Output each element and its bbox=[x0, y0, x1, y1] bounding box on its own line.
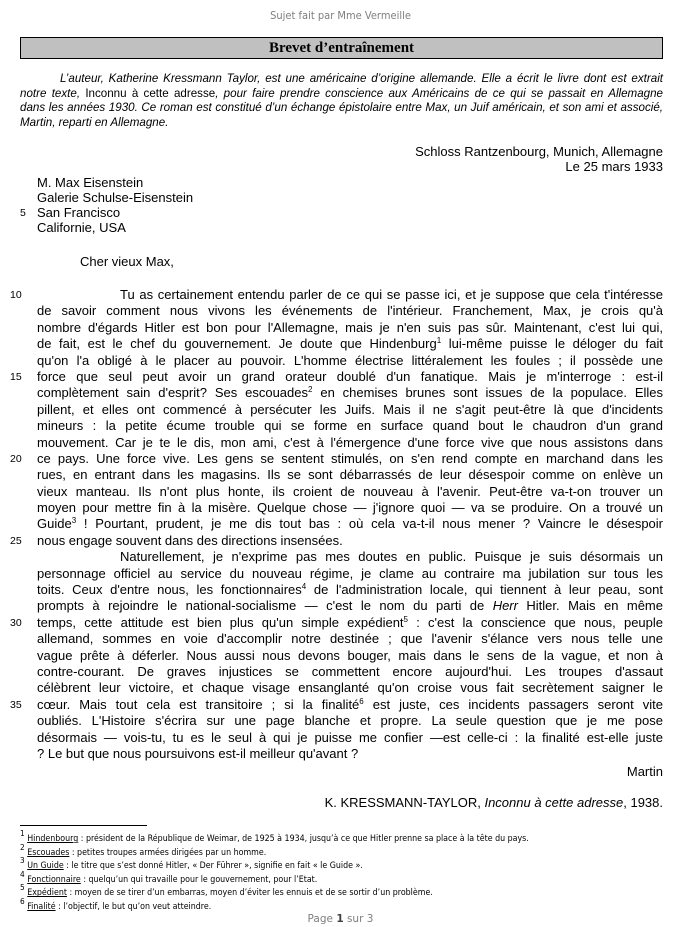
intro-line: Martin, reparti en Allemagne. bbox=[20, 115, 169, 129]
text-segment: vieux manteau. Ils n'ont plus honte, ils croient de nouveau à l'avenir. Peut-être va-t-on trouver un bbox=[37, 483, 663, 499]
text-line bbox=[20, 598, 663, 614]
intro-text: , pour faire prendre conscience aux Américains de ce qui se passait en Allemagne bbox=[215, 86, 663, 100]
text-segment: célèbrent leur victoire, et chaque visage ensanglanté qu'on croise vous fait secrètement saigner le bbox=[37, 680, 663, 696]
footnote-ref: 3 bbox=[71, 516, 77, 526]
page-total: sur 3 bbox=[343, 913, 374, 925]
text-line bbox=[20, 336, 663, 352]
text-segment: ? Le but que nous poursuivons est-il meilleur qu'avant ? bbox=[37, 745, 359, 761]
text-line bbox=[10, 450, 663, 467]
line-text bbox=[37, 533, 663, 549]
text-line bbox=[20, 746, 663, 762]
footnotes bbox=[20, 829, 573, 915]
line-text bbox=[77, 549, 663, 565]
footnote-ref: 1 bbox=[436, 336, 442, 346]
text-line bbox=[20, 402, 663, 418]
text-line bbox=[20, 648, 663, 664]
line-text bbox=[37, 648, 663, 664]
line-number: 35 bbox=[10, 698, 22, 711]
text-segment: contre-courant. De graves injustices se commettent encore aujourd'hui. Les troupes d'assaut bbox=[37, 663, 663, 679]
text-line bbox=[20, 566, 663, 582]
text-segment: allemand, sommes en voie d'accomplir notre destinée ; que l'avenir s'élance vers nous telle une bbox=[37, 631, 663, 647]
text-segment: qu'on l'a obligé à le placer au pouvoir. L'homme électrise littéralement les foules ; il possède une bbox=[37, 352, 663, 368]
text-segment: Guide bbox=[37, 516, 72, 532]
footnote-term: Escouades bbox=[27, 847, 70, 858]
text-segment: lui-même puisse le déloger du fait bbox=[441, 336, 663, 352]
text-segment: toits. Ceux d'entre nous, les fonctionnaires bbox=[37, 582, 302, 598]
footnote-term: Hindenbourg bbox=[27, 834, 79, 844]
citation-work: Inconnu à cette adresse bbox=[484, 795, 624, 810]
text-segment: rues, en entrant dans les magasins. Ils se sont débarrassés de leur désespoir comme on enlève un bbox=[37, 467, 663, 483]
footnote-term: Fonctionnaire bbox=[27, 874, 81, 885]
line-text bbox=[37, 631, 663, 647]
letter-heading bbox=[415, 144, 663, 174]
text-line bbox=[20, 435, 663, 451]
footnote-definition: : président de la République de Weimar, de 1925 à 1934, jusqu’à ce que Hitler prenne sa place à la tête du pays. bbox=[78, 834, 529, 844]
intro-line: dans les années 1930. Ce roman est constitué d’un échange épistolaire entre Max, un Juif américain, et son ami et associé, bbox=[20, 101, 663, 114]
text-segment: désormais — vois-tu, tu es le seul à qui je puisse me confier —est celle-ci : la finalité est-elle juste bbox=[37, 729, 663, 745]
footnote bbox=[20, 829, 529, 847]
line-text bbox=[37, 369, 663, 385]
text-segment: nous engage souvent dans des directions insensées. bbox=[37, 532, 343, 548]
text-line bbox=[20, 303, 663, 319]
line-text bbox=[37, 336, 663, 352]
citation-year: , 1938. bbox=[623, 795, 663, 810]
address-line: Galerie Schulse-Eisenstein bbox=[37, 190, 194, 205]
text-segment: en chemises brunes sont issues de la populace. Elles bbox=[312, 385, 663, 401]
footnote bbox=[20, 883, 529, 901]
text-segment: de l'administration locale, qui tiennent à leur peau, sont bbox=[306, 582, 663, 598]
line-text bbox=[37, 730, 663, 746]
text-segment: temps, cette attitude est bien plus qu'un simple expédient bbox=[37, 614, 404, 630]
address-line: Californie, USA bbox=[37, 220, 126, 235]
text-line bbox=[20, 418, 663, 434]
footnote-definition: : le titre que s’est donné Hitler, « Der Führer », signifie en fait « le Guide ». bbox=[63, 861, 363, 872]
text-segment: ce pays. Une force vive. Les gens se sentent stimulés, on s'en rend compte en marchand dans les bbox=[37, 450, 663, 466]
text-line bbox=[20, 385, 663, 401]
text-segment: Tu as certainement entendu parler de ce qui se passe ici, et je suppose que cela t'intéresse bbox=[120, 287, 663, 302]
line-text bbox=[37, 402, 663, 418]
text-segment: vague prête à déferler. Nous aussi nous devons bouger, mais dans le sens de la vague, et non à bbox=[37, 647, 663, 663]
text-segment: est juste, ces incidents passagers seront vite bbox=[363, 696, 663, 712]
line-number: 10 bbox=[10, 289, 22, 301]
book-title: Inconnu à cette adresse bbox=[85, 86, 216, 100]
text-line bbox=[20, 467, 663, 483]
line-text bbox=[37, 484, 663, 500]
line-text bbox=[37, 516, 663, 532]
text-segment: complètement sain d'esprit? Ses escouades bbox=[37, 385, 309, 401]
line-text bbox=[77, 287, 663, 303]
footnote bbox=[20, 869, 529, 888]
footnote-separator bbox=[20, 825, 147, 826]
text-segment: mineurs : la petite écume trouble qui se forme en surface quand bout le chaudron d'un grand bbox=[37, 418, 663, 434]
line-text bbox=[37, 598, 663, 614]
intro-line bbox=[20, 87, 663, 102]
text-segment: moyen pour mettre fin à la misère. Quelque chose — j'ignore quoi — va se produire. On a trouvé un bbox=[37, 500, 663, 516]
text-line bbox=[10, 696, 663, 713]
footnote-definition: : petites troupes armées dirigées par un homme. bbox=[69, 847, 267, 858]
line-text bbox=[37, 500, 663, 516]
text-line bbox=[20, 582, 663, 598]
text-segment: de fait, est le chef du gouvernement. Je doute que Hindenburg bbox=[37, 336, 437, 352]
greeting: Cher vieux Max, bbox=[80, 254, 174, 269]
line-text bbox=[37, 697, 663, 713]
text-line bbox=[20, 353, 663, 369]
letter-place: Schloss Rantzenbourg, Munich, Allemagne bbox=[415, 144, 663, 159]
footnote bbox=[20, 856, 529, 874]
text-segment: mouvement. Car je te le dis, mon ami, c'est à l'émergence d'une force vive que nous assistons dans bbox=[37, 434, 663, 450]
intro-paragraph bbox=[20, 72, 663, 130]
text-line bbox=[20, 664, 663, 680]
page-footer bbox=[0, 913, 681, 925]
line-number: 20 bbox=[10, 452, 22, 465]
text-line bbox=[20, 549, 663, 565]
footnote-definition: : quelqu’un qui travaille pour le gouvernement, pour l’Etat. bbox=[80, 874, 318, 885]
line-text bbox=[37, 303, 663, 319]
footnote-number: 6 bbox=[20, 896, 25, 906]
footnote-ref: 2 bbox=[308, 385, 313, 395]
letter-date: Le 25 mars 1933 bbox=[565, 159, 663, 174]
footnote-definition: : moyen de se tirer d’un embarras, moyen d’éviter les ennuis et de se sortir d’un problème. bbox=[66, 888, 433, 899]
text-segment: Hitler. Mais en même bbox=[517, 598, 663, 614]
text-segment: prompts à rejoindre le national-socialisme — c'est le nom du parti de bbox=[37, 598, 493, 614]
text-segment: cœur. Mais tout cela est transitoire ; si la finalité bbox=[37, 696, 360, 712]
document-title: Brevet d’entraînement bbox=[20, 37, 663, 59]
line-text bbox=[37, 418, 663, 434]
text-line bbox=[10, 287, 663, 303]
line-text bbox=[37, 680, 663, 696]
footnote-number: 1 bbox=[20, 829, 25, 838]
text-segment: pillent, et elles ont commencé à persécuter les Juifs. Mais il ne s'agit peut-être là que d'incidents bbox=[37, 401, 663, 417]
text-line bbox=[20, 500, 663, 516]
text-line bbox=[10, 532, 663, 549]
text-line bbox=[10, 368, 663, 385]
footnote-definition: : l’objectif, le but qu’on veut atteindre. bbox=[55, 901, 212, 912]
footnote-number: 3 bbox=[20, 856, 25, 866]
line-number: 30 bbox=[10, 616, 22, 629]
text-segment: de savoir comment nous vivons les événements de l'intérieur. Franchement, Max, je crois qu'à bbox=[37, 303, 663, 319]
footnote-number: 4 bbox=[20, 869, 25, 879]
intro-text: notre texte, bbox=[20, 86, 86, 100]
line-text bbox=[37, 582, 663, 598]
letter-body bbox=[10, 287, 664, 762]
text-line bbox=[20, 631, 663, 647]
page-header: Sujet fait par Mme Vermeille bbox=[270, 9, 411, 22]
text-segment: : c'est la conscience que nous, peuple bbox=[408, 614, 664, 630]
line-text bbox=[37, 467, 663, 483]
address-line: M. Max Eisenstein bbox=[37, 175, 144, 190]
footnote-term: Un Guide bbox=[27, 861, 64, 872]
line-text bbox=[37, 451, 663, 467]
line-text bbox=[37, 435, 663, 451]
footnote bbox=[20, 842, 529, 861]
footnote-term: Finalité bbox=[27, 901, 56, 912]
page-label: Page bbox=[307, 913, 337, 925]
footnote-ref: 4 bbox=[301, 582, 307, 592]
line-number: 5 bbox=[20, 207, 26, 219]
line-text bbox=[37, 566, 663, 582]
text-line bbox=[20, 713, 663, 729]
text-segment: Herr bbox=[492, 598, 518, 614]
recipient-address bbox=[37, 175, 193, 235]
footnote-ref: 6 bbox=[359, 696, 364, 706]
line-number: 15 bbox=[10, 370, 22, 383]
footnote-number: 5 bbox=[20, 883, 25, 893]
text-line bbox=[20, 680, 663, 696]
citation bbox=[325, 795, 663, 810]
line-text bbox=[37, 746, 663, 762]
footnote-number: 2 bbox=[20, 842, 25, 852]
text-line bbox=[10, 614, 664, 631]
line-text bbox=[37, 713, 663, 729]
line-text bbox=[37, 385, 663, 401]
text-line bbox=[20, 730, 663, 746]
text-line bbox=[20, 516, 663, 532]
line-number: 25 bbox=[10, 534, 22, 547]
text-segment: force que seul peut avoir un grand orateur doublé d'un fanatique. Mais je m'interroge : est-il bbox=[37, 368, 663, 384]
text-line bbox=[20, 484, 663, 500]
signature: Martin bbox=[626, 764, 663, 779]
text-segment: Naturellement, je n'exprime pas mes doutes en public. Puisque je suis désormais un bbox=[120, 549, 663, 565]
footnote-term: Expédient bbox=[27, 888, 67, 899]
line-text bbox=[37, 320, 663, 336]
intro-line: L’auteur, Katherine Kressmann Taylor, est une américaine d’origine allemande. Elle a écrit le livre dont est extrait bbox=[60, 72, 663, 85]
text-segment: nombre d'égards Hitler est bon pour l'Allemagne, mais je n'en suis pas sûr. Maintenant, c'est lui qui, bbox=[37, 319, 663, 335]
page-number: 1 bbox=[336, 913, 344, 925]
line-text bbox=[37, 353, 663, 369]
line-text bbox=[37, 664, 663, 680]
address-line: San Francisco bbox=[37, 205, 121, 220]
citation-author: K. KRESSMANN-TAYLOR, bbox=[324, 795, 485, 810]
footnote-ref: 5 bbox=[403, 614, 408, 624]
text-line bbox=[20, 320, 663, 336]
text-segment: oubliés. L'Histoire s'écrira sur une page blanche et propre. La seule question que je me pose bbox=[37, 713, 663, 729]
text-segment: ! Pourtant, prudent, je me dis tout bas : où cela va-t-il nous mener ? Vaincre le désespoir bbox=[76, 516, 663, 532]
text-segment: personnage officiel au service du nouveau régime, je clame au contraire ma jubilation sur tous les bbox=[37, 565, 663, 581]
line-text bbox=[37, 615, 663, 631]
